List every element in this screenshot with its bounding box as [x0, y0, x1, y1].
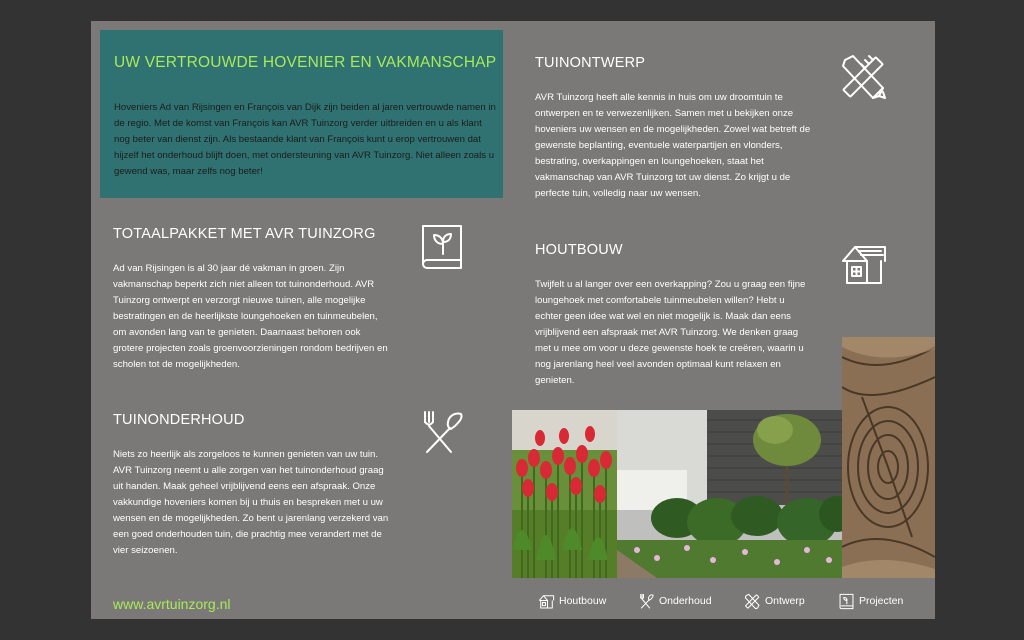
nav-onderhoud-label: Onderhoud: [659, 595, 712, 607]
totaalpakket-text: Ad van Rijsingen is al 30 jaar dé vakman in groen. Zijn vakmanschap beperkt zich niet alleen tot tuinonderhoud. AVR Tuinzorg ontwerpt en verzorgt nieuwe tuinen, alle mogelijke bestratingen en de heerlijkste loungehoeken en tuinmeubelen, om avonden lang van te genieten. Daarnaast behoren ook grotere projecten zoals groenvoorzieningen rondom bedrijven en scholen tot de mogelijkheden.: [113, 263, 388, 370]
nav-houtbouw-label: Houtbouw: [559, 595, 607, 607]
tuinonderhoud-title: TUINONDERHOUD: [113, 412, 245, 428]
nav-ontwerp[interactable]: [744, 591, 805, 611]
design-tools-icon: [744, 593, 761, 610]
footer-nav: [538, 591, 928, 611]
brochure-page: [91, 21, 935, 619]
book-plant-icon: [417, 222, 467, 272]
intro-text: Hoveniers Ad van Rijsingen en François van Dijk zijn beiden al jaren vertrouwde namen in de regio. Met de komst van François kan AVR Tuinzorg verder uitbreiden en u als klant nog beter van dienst zijn. Als bestaande klant van François kunt u erop vertrouwen dat hijzelf het onderhoud blijft doen, met ondersteuning van AVR Tuinzorg. Niet alleen zoals u gewend was, maar zelfs nog beter!: [114, 102, 496, 177]
totaalpakket-title: TOTAALPAKKET MET AVR TUINZORG: [113, 226, 376, 242]
garden-tools-icon: [417, 408, 467, 458]
garden-photo: [617, 410, 843, 578]
nav-houtbouw[interactable]: [538, 591, 606, 611]
tuinontwerp-title: TUINONTWERP: [535, 55, 646, 71]
houtbouw-title: HOUTBOUW: [535, 242, 623, 258]
wood-photo: [842, 337, 935, 578]
tulips-photo: [512, 410, 617, 578]
nav-projecten[interactable]: [838, 591, 903, 611]
garden-tools-icon: [638, 593, 655, 610]
tuinontwerp-text: AVR Tuinzorg heeft alle kennis in huis om uw droomtuin te ontwerpen en te verwezenlijken. Samen met u bekijken onze hoveniers uw wensen en de mogelijkheden. Zowel wat betreft de gewenste beplanting, eventuele waterpartijen en vlonders, bestrating, overkappingen en loungehoeken, staat het vakmanschap van AVR Tuinzorg tot uw dienst. Zo krijgt u de perfecte tuin, volledig naar uw wensen.: [535, 92, 811, 199]
house-icon: [839, 239, 889, 289]
nav-onderhoud[interactable]: [638, 591, 712, 611]
nav-ontwerp-label: Ontwerp: [765, 595, 805, 607]
tuinonderhoud-text: Niets zo heerlijk als zorgeloos te kunnen genieten van uw tuin. AVR Tuinzorg neemt u alle zorgen van het tuinonderhoud graag uit handen. Maak geheel vrijblijvend eens een afspraak. Onze vakkundige hoveniers komen bij u thuis en bespreken met u uw wensen en de mogelijkheden. Zo bent u jarenlang verzekerd van een goed onderhouden tuin, die prachtig mee verandert met de vier seizoenen.: [113, 449, 389, 556]
intro-box: [100, 30, 503, 198]
design-tools-icon: [839, 52, 889, 102]
houtbouw-text: Twijfelt u al langer over een overkapping? Zou u graag een fijne loungehoek met comfortabele tuinmeubelen willen? Hebt u echter geen idee wat wel en niet mogelijk is. Maak dan eens vrijblijvend een afspraak met AVR Tuinzorg. We denken graag met u mee om voor u deze gewenste hoek te creëren, waarin u nog jarenlang heel veel avonden optimaal kunt relaxen en genieten.: [535, 279, 806, 386]
book-plant-icon: [838, 593, 855, 610]
intro-title: UW VERTROUWDE HOVENIER EN VAKMANSCHAP: [114, 54, 497, 71]
nav-projecten-label: Projecten: [859, 595, 904, 607]
house-icon: [538, 593, 555, 610]
website-url[interactable]: www.avrtuinzorg.nl: [113, 596, 231, 612]
